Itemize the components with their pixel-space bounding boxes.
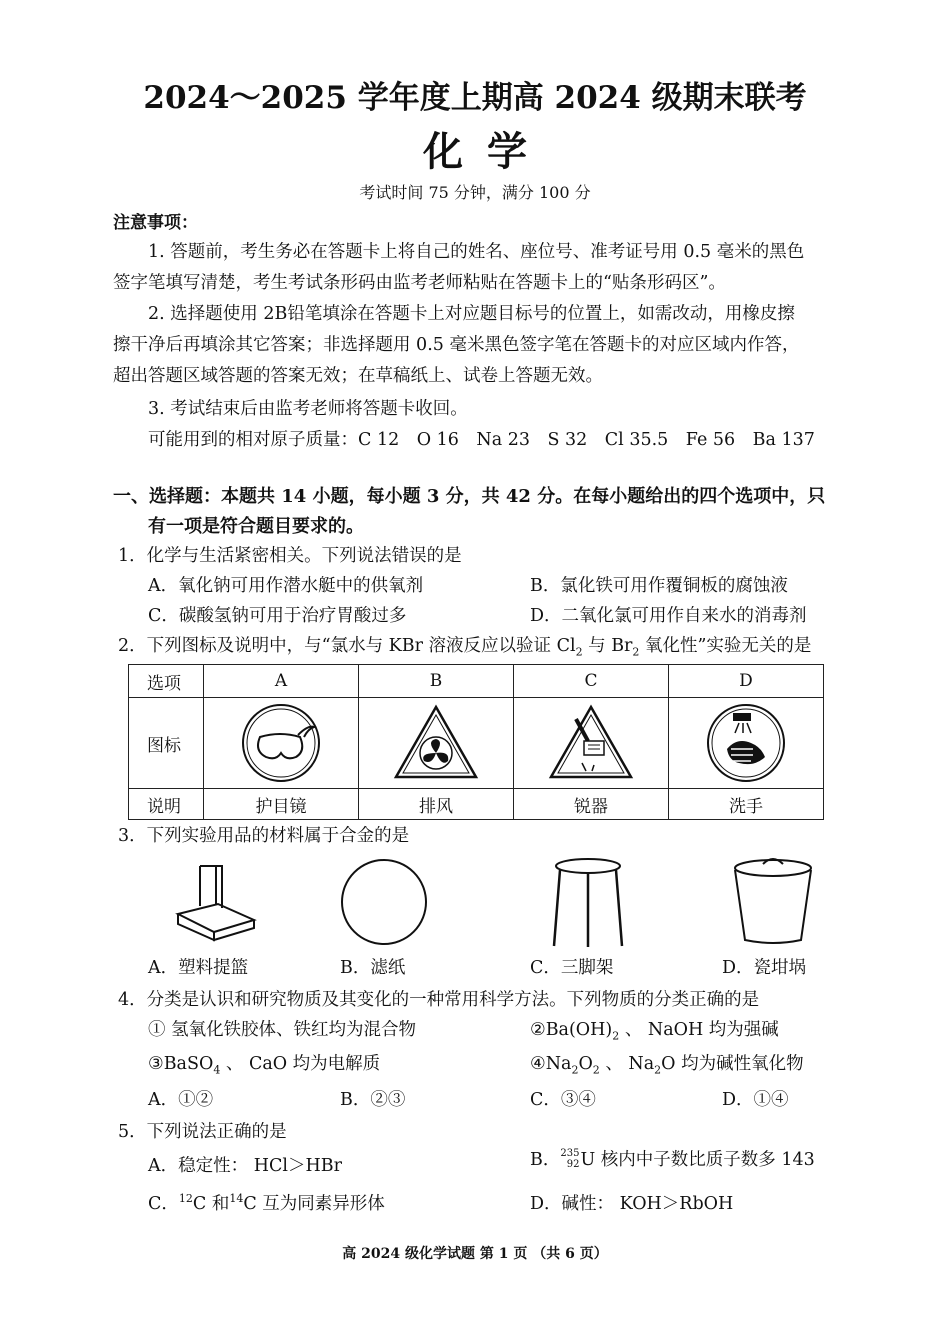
q5-stem: 5．下列说法正确的是 <box>118 1122 287 1142</box>
desc-c: 锐器 <box>514 789 669 820</box>
q3-option-d: D．瓷坩埚 <box>722 958 807 978</box>
desc-a: 护目镜 <box>204 789 359 820</box>
q4-option-a: A．①② <box>148 1090 214 1110</box>
q3-option-c: C．三脚架 <box>530 958 614 978</box>
col-label-b: B <box>359 665 514 698</box>
notice-line-4: 擦干净后再填涂其它答案；非选择题用 0.5 毫米黑色签字笔在答题卡的对应区域内作答， <box>113 335 800 355</box>
q4-item-1: ① 氢氧化铁胶体、铁红均为混合物 <box>148 1020 417 1040</box>
goggles-icon <box>204 699 358 787</box>
desc-b: 排风 <box>359 789 514 820</box>
plastic-basket-image <box>170 856 260 946</box>
subject-title: 化学 <box>423 128 551 175</box>
section-1-heading: 一、选择题：本题共 14 小题，每小题 3 分，共 42 分。在每小题给出的四个选项中，只 <box>113 486 826 507</box>
q2-stem: 2．下列图标及说明中，与“氯水与 KBr 溶液反应以验证 $Cl_2$ 与 $Br_2$ 氧化性”实验无关的是 <box>118 636 812 659</box>
notice-line-5: 超出答题区域答题的答案无效；在草稿纸上、试卷上答题无效。 <box>113 366 603 386</box>
q4-item-2: $②Ba(OH)_2$ 、 NaOH 均为强碱 <box>530 1020 779 1043</box>
atomic-masses: 可能用到的相对原子质量：C 12 O 16 Na 23 S 32 Cl 35.5 Fe 56 Ba 137 <box>148 430 815 450</box>
q5-option-b: B． 235 92 U 核内中子数比质子数多 143 <box>530 1147 815 1170</box>
exam-info: 考试时间 75 分钟，满分 100 分 <box>359 183 591 202</box>
q3-stem: 3．下列实验用品的材料属于合金的是 <box>118 826 410 846</box>
q4-option-d: D．①④ <box>722 1090 789 1110</box>
q4-option-b: B．②③ <box>340 1090 406 1110</box>
hand-wash-icon <box>669 699 823 787</box>
filter-paper-image <box>340 856 428 948</box>
table-head-desc: 说明 <box>129 789 204 820</box>
col-label-d: D <box>669 665 824 698</box>
notice-line-3: 2. 选择题使用 2B铅笔填涂在答题卡上对应题目标号的位置上，如需改动，用橡皮擦 <box>148 304 795 324</box>
q4-option-c: C．③④ <box>530 1090 596 1110</box>
q4-stem: 4．分类是认识和研究物质及其变化的一种常用科学方法。下列物质的分类正确的是 <box>118 990 760 1010</box>
col-label-c: C <box>514 665 669 698</box>
notice-line-2: 签字笔填写清楚，考生考试条形码由监考老师粘贴在答题卡上的“贴条形码区”。 <box>113 273 726 293</box>
q5-option-c: C．$^{12}$C 和$^{14}$C 互为同素异形体 <box>148 1192 385 1214</box>
fan-icon <box>359 699 513 787</box>
q1-option-c: C．碳酸氢钠可用于治疗胃酸过多 <box>148 606 407 626</box>
porcelain-crucible-image <box>728 852 818 948</box>
q4-item-4: $④Na_2O_2$ 、 $Na_2O$ 均为碱性氧化物 <box>530 1054 804 1077</box>
table-head-icon: 图标 <box>129 698 204 789</box>
q1-option-b: B．氯化铁可用作覆铜板的腐蚀液 <box>530 576 788 596</box>
exam-title: 2024～2025 学年度上期高 2024 级期末联考 <box>143 80 807 116</box>
col-label-a: A <box>204 665 359 698</box>
q2-icon-table <box>128 664 824 820</box>
q1-option-a: A．氧化钠可用作潜水艇中的供氧剂 <box>148 576 424 596</box>
q4-item-3: ③BaSO$_4$ 、 CaO 均为电解质 <box>148 1054 381 1077</box>
sharp-object-icon <box>514 699 668 787</box>
table-head-option: 选项 <box>129 665 204 698</box>
q1-stem: 1．化学与生活紧密相关。下列说法错误的是 <box>118 546 462 566</box>
tripod-image <box>548 852 628 948</box>
notice-line-1: 1. 答题前，考生务必在答题卡上将自己的姓名、座位号、准考证号用 0.5 毫米的黑色 <box>148 242 805 262</box>
desc-d: 洗手 <box>669 789 824 820</box>
q3-option-a: A．塑料提篮 <box>148 958 249 978</box>
section-1-heading-cont: 有一项是符合题目要求的。 <box>148 516 364 537</box>
q5-option-a: A．稳定性： HCl＞HBr <box>148 1156 342 1176</box>
notice-line-6: 3. 考试结束后由监考老师将答题卡收回。 <box>148 399 468 419</box>
notice-heading: 注意事项： <box>113 213 198 233</box>
page-footer: 高 2024 级化学试题 第 1 页 （共 6 页） <box>342 1246 608 1262</box>
q3-option-b: B．滤纸 <box>340 958 406 978</box>
q1-option-d: D．二氧化氯可用作自来水的消毒剂 <box>530 606 807 626</box>
nuclide-notation: 235 92 <box>560 1147 580 1170</box>
q5-option-d: D．碱性： KOH＞RbOH <box>530 1194 734 1214</box>
